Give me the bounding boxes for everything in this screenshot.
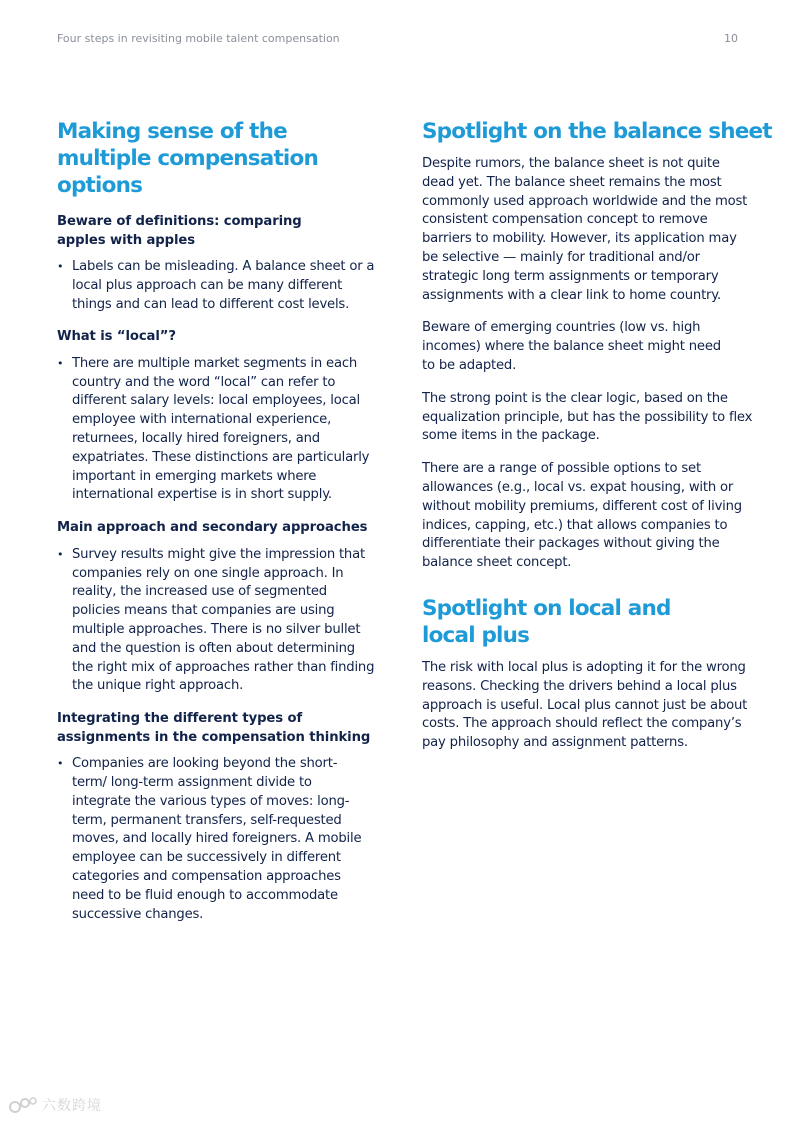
watermark-text: 六数跨境 — [42, 1098, 102, 1114]
bullet-list-integrating — [57, 755, 393, 924]
paragraph: Beware of emerging countries (low vs. high incomes) where the balance sheet might need to be adapted. — [422, 320, 721, 373]
subhead-definitions: Beware of definitions: comparing apples with apples — [57, 214, 302, 248]
running-header: Four steps in revisiting mobile talent compensation — [57, 32, 340, 45]
subhead-what-is-local: What is “local”? — [57, 329, 176, 345]
section-title-compensation-options: Making sense of the multiple compensation options — [57, 119, 318, 198]
paragraph: There are a range of possible options to set allowances (e.g., local vs. expat housing, with or without mobility premiums, different cost of living indices, capping, etc.) that allows companies to differentiate their packages without giving the balance sheet concept. — [422, 461, 742, 571]
bullet-item: • Survey results might give the impression that companies rely on one single approach. In reality, the increased use of segmented policies means that companies are using multiple approaches. There is no silver bullet and the question is often about determining the right mix of approaches rather than finding the unique right approach. — [57, 546, 377, 696]
right-column — [422, 118, 772, 767]
bullet-list-main-approach — [57, 546, 393, 696]
paragraph: The risk with local plus is adopting it for the wrong reasons. Checking the drivers behind a local plus approach is useful. Local plus cannot just be about costs. The approach should reflect the company’s pay philosophy and assignment patterns. — [422, 659, 748, 751]
watermark — [8, 1095, 102, 1115]
paragraph: The strong point is the clear logic, based on the equalization principle, but has the possibility to flex some items in the package. — [422, 390, 753, 444]
bullet-item: • Companies are looking beyond the short-term/ long-term assignment divide to integrate the various types of moves: long-term, permanent transfers, self-requested moves, and locally hired foreigners. A mobile employee can be successively in different categories and compensation approaches need to be fluid enough to accommodate successive changes. — [57, 755, 372, 924]
left-column — [57, 118, 393, 938]
paragraph: Despite rumors, the balance sheet is not quite dead yet. The balance sheet remains the most commonly used approach worldwide and the most consistent compensation concept to remove barriers to mobility. However, its application may be selective — mainly for traditional and/or strategic long term assignments or temporary assignments with a clear link to home country. — [422, 156, 748, 303]
section-title-local-plus: Spotlight on local and local plus — [422, 595, 671, 648]
page-number: 10 — [724, 32, 738, 45]
bullet-item: • There are multiple market segments in each country and the word “local” can refer to different salary levels: local employees, local employee with international experience, returnees, locally hired foreigners, and expatriates. These distinctions are particularly important in emerging markets where international expertise is in short supply. — [57, 355, 393, 505]
bullet-item: • Labels can be misleading. A balance sheet or a local plus approach can be many different things and can lead to different cost levels. — [57, 258, 382, 314]
watermark-logo-icon — [8, 1095, 38, 1115]
section-title-balance-sheet: Spotlight on the balance sheet — [422, 119, 772, 144]
subhead-integrating-assignments: Integrating the different types of assignments in the compensation thinking — [57, 711, 371, 745]
bullet-list-definitions — [57, 258, 393, 314]
bullet-list-local — [57, 355, 393, 505]
subhead-main-approach: Main approach and secondary approaches — [57, 520, 368, 536]
